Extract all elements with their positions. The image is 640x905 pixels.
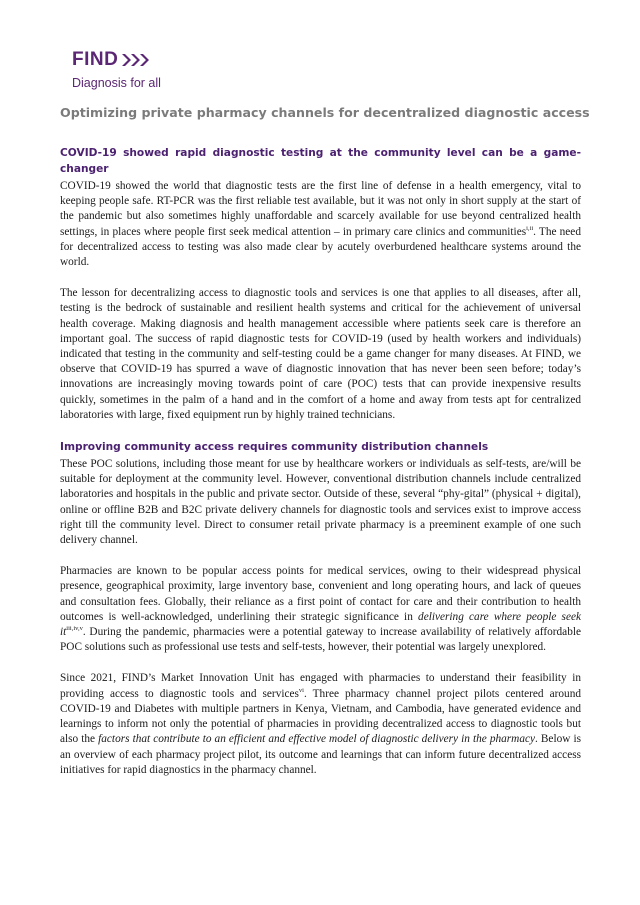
body-paragraph [60, 457, 581, 548]
document-title: Optimizing private pharmacy channels for decentralized diagnostic access [60, 105, 590, 120]
paragraph-text: COVID-19 showed the world that diagnostic tests are the first line of defense in a health emergency, vital to keeping people safe. RT-PCR was the first reliable test available, but it was not only in short supply at the start of the pandemic but also sometimes highly unaffordable and scarcely available for use beyond centralized health settings, in places where people first seek medical attention – in primary care clinics and communities [60, 180, 581, 238]
logo-tagline: Diagnosis for all [72, 76, 161, 90]
body-paragraph [60, 179, 581, 270]
paragraph-text: These POC solutions, including those meant for use by healthcare workers or individuals as self-tests, are/will be suitable for deployment at the community level. However, conventional distribution channels include centralized laboratories and hospitals in the public and private sector. Outside of these, several “phy-gital” (physical + digital), online or offline B2B and B2C private delivery channels for diagnostic tools and services exist to improve access right till the community level. Direct to consumer retail private pharmacy is a preeminent example of one such delivery channel. [60, 458, 581, 547]
emphasized-text: factors that contribute to an efficient and effective model of diagnostic delivery in the pharmacy [98, 733, 536, 746]
paragraph-text: Since 2021, FIND’s Market Innovation Unit has engaged with pharmacies to understand their feasibility in providing access to diagnostic tools and services [60, 672, 581, 700]
paragraph-text: . The need for decentralized access to testing was also made clear by acutely overburdened healthcare systems around the world. [60, 225, 581, 269]
find-logo [72, 50, 232, 90]
paragraph-text: . During the pandemic, pharmacies were a potential gateway to increase availability of relatively affordable POC solutions such as professional use tests and self-tests, however, their potential was largely unexplored. [60, 626, 581, 654]
footnote-reference: iii,iv,v [66, 625, 83, 633]
emphasized-text: delivering care where people seek it [60, 610, 581, 639]
body-paragraph [60, 286, 581, 423]
paragraph-text: Pharmacies are known to be popular access points for medical services, owing to their widespread physical presence, geographical proximity, large inventory base, convenient and long operating hours, and lack of queues and consultation fees. Globally, their reliance as a first point of contact for care and their contribution to health outcomes is well-acknowledged, underlining their strategic significance in [60, 565, 581, 623]
body-paragraph [60, 671, 581, 777]
footnote-reference: vi [298, 686, 304, 694]
paragraph-text: The lesson for decentralizing access to diagnostic tools and services is one that applies to all diseases, after all, testing is the bedrock of sustainable and resilient health systems and critical for the achievement of universal health coverage. Making diagnosis and health management accessible where patients seek care is therefore an important goal. The success of rapid diagnostic tests for COVID-19 (used by health workers and individuals) indicated that testing in the community and self-testing could be a game changer for many diseases. At FIND, we observe that COVID-19 has spurred a wave of diagnostic innovation that has never been seen before; today’s innovations are increasingly moving towards point of care (POC) tests that can provide inexpensive results quickly, sometimes in the palm of a hand and in the comfort of a home and away from tests apt for centralized laboratories with large, fixed equipment run by highly trained technicians. [60, 287, 581, 421]
footnote-reference: i,ii [526, 224, 534, 232]
section-heading: COVID-19 showed rapid diagnostic testing at the community level can be a game-changer [60, 147, 581, 175]
logo-wordmark: FIND [72, 49, 119, 70]
document-body [60, 145, 581, 778]
paragraph-text: . Below is an overview of each pharmacy project pilot, its outcome and learnings that can inform future decentralized access initiatives for rapid diagnostics in the pharmacy channel. [60, 733, 581, 776]
paragraph-text: . Three pharmacy channel project pilots centered around COVID-19 and Diabetes with multiple partners in Kenya, Vietnam, and Cambodia, have generated evidence and learnings to inform not only the potential of pharmacies in providing decentralized access to diagnostic tools but also the [60, 687, 581, 746]
body-paragraph [60, 564, 581, 655]
triple-chevron-icon [121, 52, 151, 73]
section-heading: Improving community access requires community distribution channels [60, 441, 489, 454]
